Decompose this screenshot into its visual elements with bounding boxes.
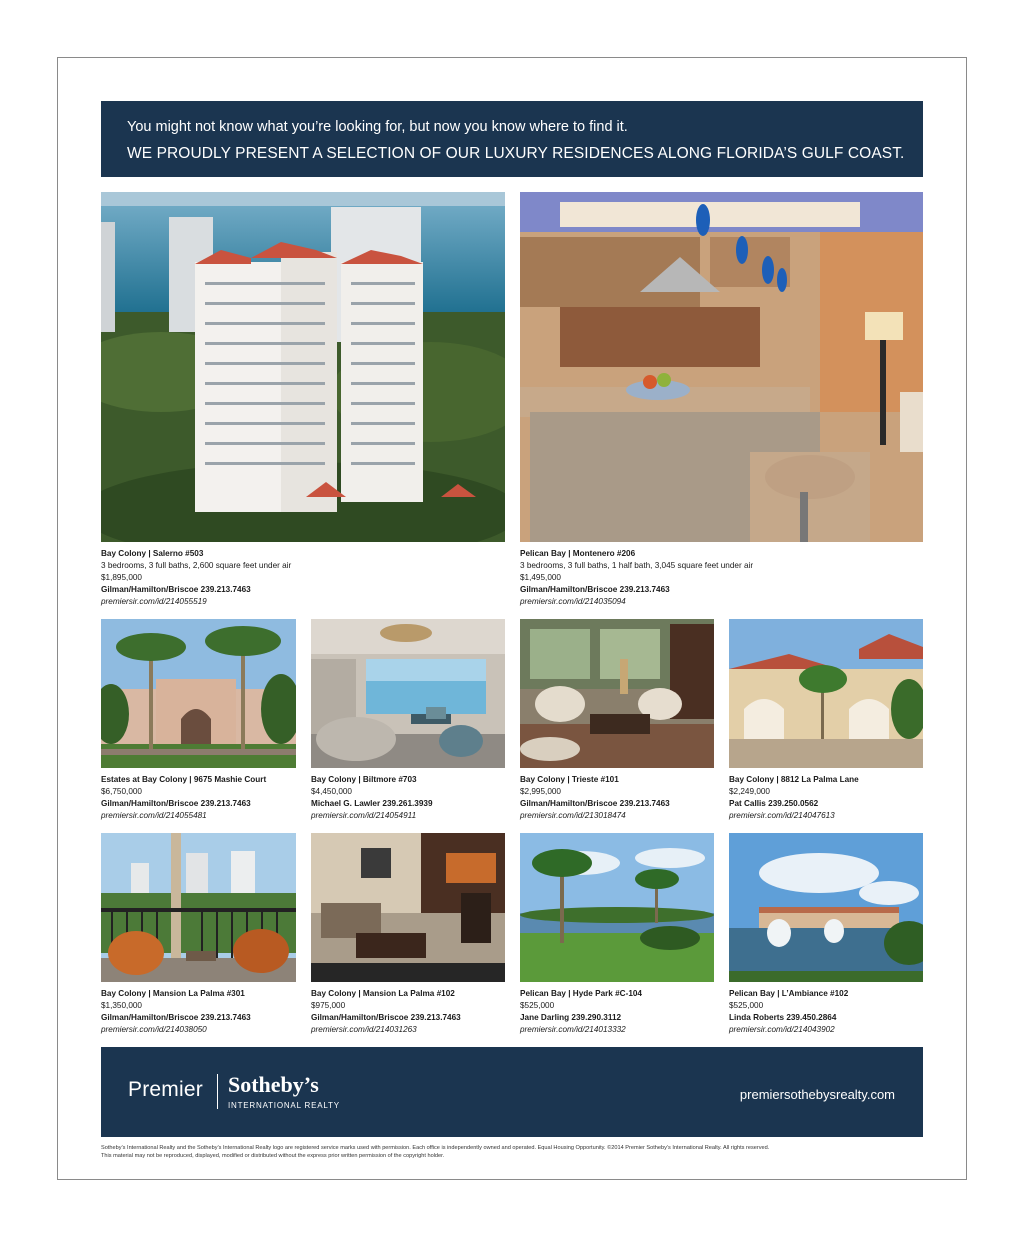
listing-price: $525,000 [729, 1001, 764, 1010]
listing-caption [311, 982, 505, 1036]
listing-agent: Gilman/Hamilton/Briscoe 239.213.7463 [101, 1013, 251, 1022]
aerial-tower-photo[interactable] [101, 192, 505, 542]
listing-agent: Jane Darling 239.290.3112 [520, 1013, 622, 1022]
listing-card[interactable] [729, 833, 923, 1036]
listing-title: Bay Colony | 8812 La Palma Lane [729, 775, 859, 784]
listing-agent: Michael G. Lawler 239.261.3939 [311, 799, 433, 808]
header-banner [101, 101, 923, 177]
listing-price: $1,895,000 [101, 573, 142, 582]
listing-caption [520, 542, 923, 608]
listing-card[interactable] [311, 833, 505, 1036]
listing-caption [101, 542, 505, 608]
listing-title: Pelican Bay | Hyde Park #C-104 [520, 989, 642, 998]
listing-price: $525,000 [520, 1001, 555, 1010]
listing-url[interactable]: premiersir.com/id/214038050 [101, 1025, 207, 1034]
listing-agent: Linda Roberts 239.450.2864 [729, 1013, 837, 1022]
listing-url[interactable]: premiersir.com/id/213018474 [520, 811, 626, 820]
lake-palms-photo[interactable] [520, 833, 714, 982]
listing-agent: Gilman/Hamilton/Briscoe 239.213.7463 [311, 1013, 461, 1022]
listing-caption [729, 768, 923, 822]
logo-divider [217, 1074, 218, 1109]
listing-caption [101, 768, 296, 822]
listing-agent: Gilman/Hamilton/Briscoe 239.213.7463 [101, 585, 251, 594]
listing-card[interactable] [520, 619, 714, 822]
listing-price: $2,249,000 [729, 787, 770, 796]
listing-url[interactable]: premiersir.com/id/214031263 [311, 1025, 417, 1034]
balcony-view-photo[interactable] [101, 833, 296, 982]
listing-caption [101, 982, 296, 1036]
listing-url[interactable]: premiersir.com/id/214055519 [101, 597, 207, 606]
listing-agent: Pat Callis 239.250.0562 [729, 799, 819, 808]
listing-price: $4,450,000 [311, 787, 352, 796]
premier-logo-text: Premier [128, 1078, 203, 1101]
disclaimer-line: This material may not be reproduced, displayed, modified or distributed without the express prior written permission of the copyright holder. [101, 1153, 445, 1159]
listing-title: Bay Colony | Mansion La Palma #301 [101, 989, 245, 998]
listing-caption [520, 768, 714, 822]
international-realty-text: INTERNATIONAL REALTY [228, 1101, 340, 1110]
listing-price: $6,750,000 [101, 787, 142, 796]
listing-title: Bay Colony | Biltmore #703 [311, 775, 417, 784]
listing-caption [311, 768, 505, 822]
website-link[interactable]: premiersothebysrealty.com [739, 1087, 895, 1102]
listing-details: 3 bedrooms, 3 full baths, 2,600 square feet under air [101, 561, 292, 570]
kitchen-photo[interactable] [520, 192, 923, 542]
listing-caption [520, 982, 714, 1036]
listing-card[interactable] [729, 619, 923, 822]
header-tagline: You might not know what you’re looking for, but now you know where to find it. [127, 119, 628, 135]
lake-fountain-photo[interactable] [729, 833, 923, 982]
estate-entrance-photo[interactable] [101, 619, 296, 768]
listing-card[interactable] [520, 833, 714, 1036]
listing-url[interactable]: premiersir.com/id/214013332 [520, 1025, 626, 1034]
legal-disclaimer [101, 1144, 923, 1160]
listing-agent: Gilman/Hamilton/Briscoe 239.213.7463 [520, 799, 670, 808]
listing-url[interactable]: premiersir.com/id/214047613 [729, 811, 835, 820]
listing-card[interactable] [101, 833, 296, 1036]
listing-url[interactable]: premiersir.com/id/214043902 [729, 1025, 835, 1034]
listing-title: Estates at Bay Colony | 9675 Mashie Court [101, 775, 267, 784]
listing-card[interactable] [311, 619, 505, 822]
listing-title: Bay Colony | Trieste #101 [520, 775, 619, 784]
listing-title: Pelican Bay | Montenero #206 [520, 549, 636, 558]
listing-card[interactable] [101, 192, 505, 608]
listing-title: Bay Colony | Salerno #503 [101, 549, 204, 558]
listing-title: Pelican Bay | L’Ambiance #102 [729, 989, 849, 998]
listing-agent: Gilman/Hamilton/Briscoe 239.213.7463 [520, 585, 670, 594]
listing-url[interactable]: premiersir.com/id/214054911 [311, 811, 417, 820]
listing-title: Bay Colony | Mansion La Palma #102 [311, 989, 455, 998]
listing-price: $2,995,000 [520, 787, 561, 796]
header-headline: WE PROUDLY PRESENT A SELECTION OF OUR LUXURY RESIDENCES ALONG FLORIDA’S GULF COAST. [127, 145, 905, 162]
listing-details: 3 bedrooms, 3 full baths, 1 half bath, 3,045 square feet under air [520, 561, 754, 570]
listing-card[interactable] [520, 192, 923, 608]
sothebys-logo-text: Sotheby’s [228, 1072, 319, 1097]
listing-card[interactable] [101, 619, 296, 822]
listing-url[interactable]: premiersir.com/id/214055481 [101, 811, 207, 820]
listing-url[interactable]: premiersir.com/id/214035094 [520, 597, 626, 606]
listing-agent: Gilman/Hamilton/Briscoe 239.213.7463 [101, 799, 251, 808]
formal-living-room-photo[interactable] [520, 619, 714, 768]
disclaimer-line: Sotheby’s International Realty and the Sotheby’s International Realty logo are registered service marks used with permission. Each office is independently owned and operated. Equal Housing Opportunity. ©2014 Premier Sotheby’s International Realty. All rights reserved. [101, 1145, 770, 1151]
listing-price: $1,495,000 [520, 573, 561, 582]
footer-banner [101, 1047, 923, 1137]
ocean-living-room-photo[interactable] [311, 619, 505, 768]
listing-caption [729, 982, 923, 1036]
listing-price: $1,350,000 [101, 1001, 142, 1010]
villa-exterior-photo[interactable] [729, 619, 923, 768]
listing-price: $975,000 [311, 1001, 346, 1010]
den-interior-photo[interactable] [311, 833, 505, 982]
